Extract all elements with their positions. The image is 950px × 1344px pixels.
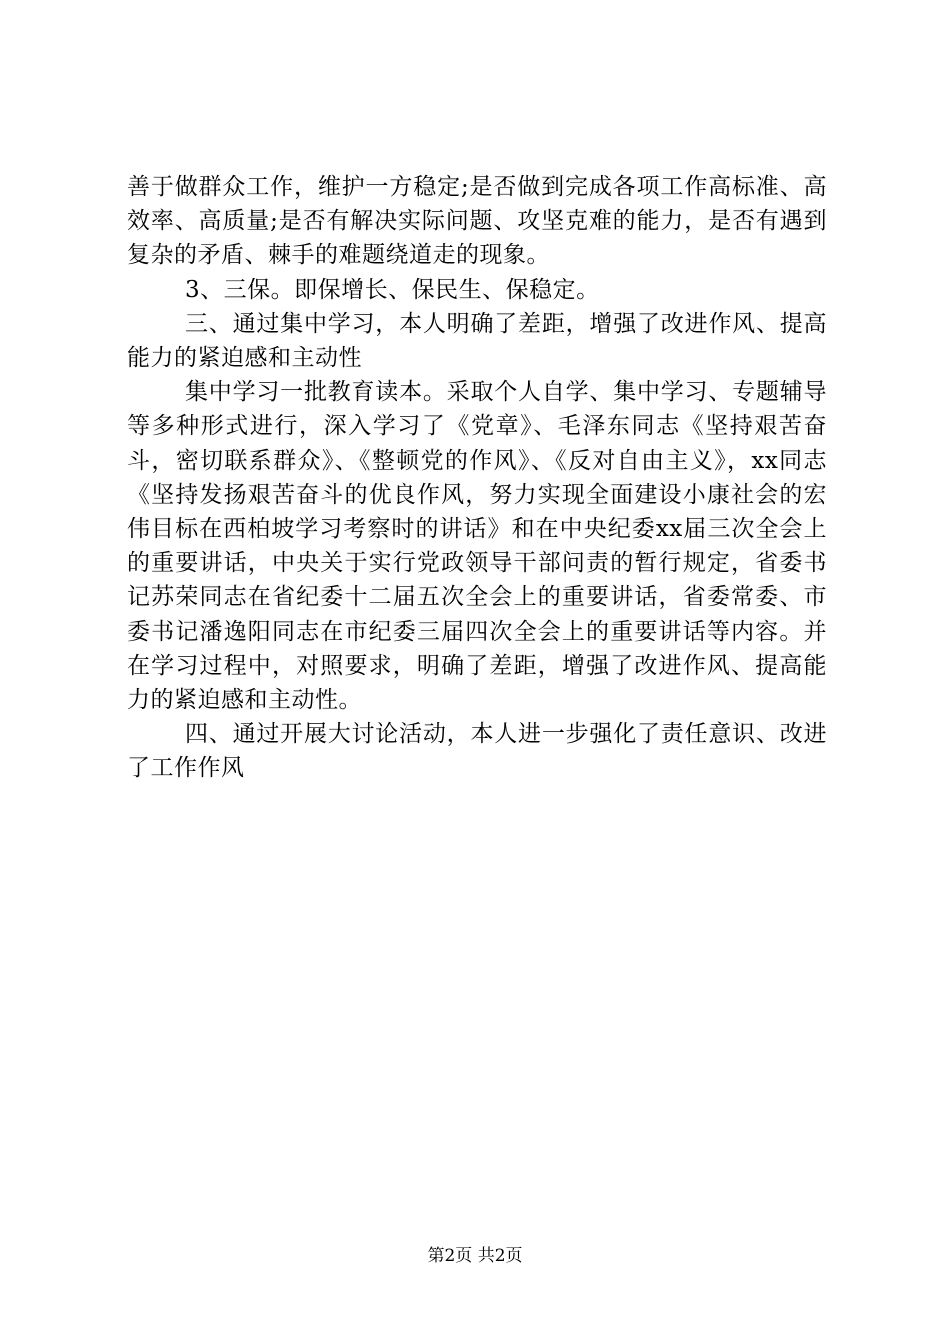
- paragraph-5-heading: 四、通过开展大讨论活动，本人进一步强化了责任意识、改进了工作作风: [127, 721, 827, 782]
- paragraph-3-heading: 三、通过集中学习，本人明确了差距，增强了改进作风、提高能力的紧迫感和主动性: [127, 310, 827, 372]
- paragraph-4: 集中学习一批教育读本。采取个人自学、集中学习、专题辅导等多种形式进行，深入学习了《党章》、毛泽东同志《坚持艰苦奋斗，密切联系群众》、《整顿党的作风》、《反对自由主义》，xx同志《坚持发扬艰苦奋斗的优良作风，努力实现全面建设小康社会的宏伟目标在西柏坡学习考察时的讲话》和在中央纪委xx届三次全会上的重要讲话，中央关于实行党政领导干部问责的暂行规定，省委书记苏荣同志在省纪委十二届五次全会上的重要讲话，省委常委、市委书记潘逸阳同志在市纪委三届四次全会上的重要讲话等内容。并在学习过程中，对照要求，明确了差距，增强了改进作风、提高能力的紧迫感和主动性。: [127, 379, 827, 714]
- page-number-footer: 第2页 共2页: [427, 1246, 523, 1266]
- paragraph-1: 善于做群众工作，维护一方稳定;是否做到完成各项工作高标准、高效率、高质量;是否有解决实际问题、攻坚克难的能力，是否有遇到复杂的矛盾、棘手的难题绕道走的现象。: [127, 174, 827, 269]
- document-body: [127, 170, 827, 786]
- paragraph-2: 3、三保。即保增长、保民生、保稳定。: [185, 276, 600, 303]
